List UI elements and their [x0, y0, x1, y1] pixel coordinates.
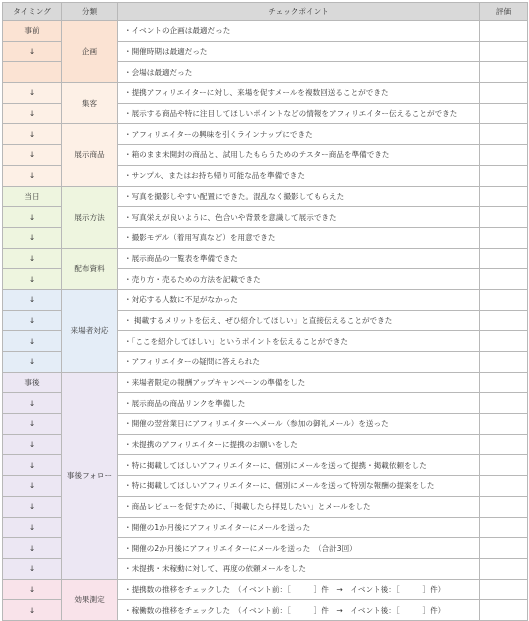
evaluation-cell[interactable] [480, 414, 528, 435]
evaluation-cell[interactable] [480, 538, 528, 559]
timing-cell: ↓ [3, 558, 62, 579]
checkpoint-cell: ・特に掲載してほしいアフィリエイターに、個別にメールを送って特別な報酬の提案をした [118, 476, 480, 497]
timing-cell: 事後 [3, 372, 62, 393]
evaluation-cell[interactable] [480, 103, 528, 124]
category-cell: 事後フォロー [62, 372, 118, 579]
checkpoint-cell: ・撮影モデル（着用写真など）を用意できた [118, 227, 480, 248]
category-cell: 展示方法 [62, 186, 118, 248]
checkpoint-cell: ・ 掲載するメリットを伝え、ぜひ紹介してほしい」と直接伝えることができた [118, 310, 480, 331]
checkpoint-cell: ・展示商品の一覧表を準備できた [118, 248, 480, 269]
checkpoint-cell: ・開催時期は最適だった [118, 41, 480, 62]
timing-cell: ↓ [3, 310, 62, 331]
checkpoint-cell: ・箱のまま未開封の商品と、試用したもらうためのテスター商品を準備できた [118, 145, 480, 166]
checkpoint-cell: ・イベントの企画は最適だった [118, 21, 480, 42]
evaluation-cell[interactable] [480, 455, 528, 476]
table-row [3, 372, 528, 393]
evaluation-cell[interactable] [480, 269, 528, 290]
category-cell: 企画 [62, 21, 118, 83]
timing-cell: ↓ [3, 165, 62, 186]
checkpoint-cell: ・対応する人数に不足がなかった [118, 289, 480, 310]
timing-cell: 当日 [3, 186, 62, 207]
group-effect-measurement [3, 579, 528, 620]
checkpoint-cell: ・アフィリエイターの興味を引くラインナップにできた [118, 124, 480, 145]
timing-cell: ↓ [3, 289, 62, 310]
timing-cell [3, 62, 62, 83]
evaluation-cell[interactable] [480, 289, 528, 310]
table-row [3, 289, 528, 310]
checkpoint-cell: ・サンプル、またはお持ち帰り可能な品を準備できた [118, 165, 480, 186]
evaluation-cell[interactable] [480, 186, 528, 207]
header-timing: タイミング [3, 3, 62, 21]
evaluation-cell[interactable] [480, 227, 528, 248]
timing-cell: ↓ [3, 393, 62, 414]
timing-cell: ↓ [3, 269, 62, 290]
checkpoint-cell: ・開催の1か月後にアフィリエイターにメールを送った [118, 517, 480, 538]
timing-cell: 事前 [3, 21, 62, 42]
timing-cell: ↓ [3, 331, 62, 352]
timing-cell: ↓ [3, 227, 62, 248]
checkpoint-cell: ・未提携のアフィリエイターに提携のお願いをした [118, 434, 480, 455]
evaluation-cell[interactable] [480, 434, 528, 455]
timing-cell: ↓ [3, 124, 62, 145]
category-cell: 来場者対応 [62, 289, 118, 372]
evaluation-cell[interactable] [480, 331, 528, 352]
timing-cell: ↓ [3, 517, 62, 538]
timing-cell: ↓ [3, 41, 62, 62]
evaluation-cell[interactable] [480, 165, 528, 186]
table-row [3, 248, 528, 269]
evaluation-cell[interactable] [480, 62, 528, 83]
category-cell: 配布資料 [62, 248, 118, 289]
checkpoint-cell: ・開催の翌営業日にアフィリエイターへメール（参加の御礼メール）を送った [118, 414, 480, 435]
category-cell: 展示商品 [62, 124, 118, 186]
evaluation-cell[interactable] [480, 476, 528, 497]
timing-cell: ↓ [3, 207, 62, 228]
header-row [3, 3, 528, 21]
checkpoint-cell: ・会場は最適だった [118, 62, 480, 83]
category-cell: 効果測定 [62, 579, 118, 620]
evaluation-cell[interactable] [480, 579, 528, 600]
table-row [3, 124, 528, 145]
evaluation-cell[interactable] [480, 517, 528, 538]
table-row [3, 186, 528, 207]
checkpoint-cell: ・開催の2か月後にアフィリエイターにメールを送った （合計3回） [118, 538, 480, 559]
checkpoint-cell: ・来場者限定の報酬アップキャンペーンの準備をした [118, 372, 480, 393]
evaluation-cell[interactable] [480, 21, 528, 42]
evaluation-cell[interactable] [480, 600, 528, 621]
timing-cell: ↓ [3, 103, 62, 124]
group-visitor-handling [3, 289, 528, 372]
evaluation-cell[interactable] [480, 310, 528, 331]
table-row [3, 21, 528, 42]
header-evaluation: 評価 [480, 3, 528, 21]
timing-cell: ↓ [3, 248, 62, 269]
checkpoint-cell: ・稼働数の推移をチェックした （イベント前：［ ］件 → イベント後：［ ］件） [118, 600, 480, 621]
checkpoint-cell: ・アフィリエイターの疑問に答えられた [118, 352, 480, 373]
checklist-table [2, 2, 528, 621]
timing-cell: ↓ [3, 434, 62, 455]
evaluation-cell[interactable] [480, 41, 528, 62]
checkpoint-cell: ・写真を撮影しやすい配置にできた。混乱なく撮影してもらえた [118, 186, 480, 207]
checkpoint-cell: ・売り方・売るための方法を記載できた [118, 269, 480, 290]
checkpoint-cell: ・提携アフィリエイターに対し、来場を促すメールを複数回送ることができた [118, 83, 480, 104]
category-cell: 集客 [62, 83, 118, 124]
checkpoint-cell: ・提携数の推移をチェックした （イベント前：［ ］件 → イベント後：［ ］件） [118, 579, 480, 600]
header-category: 分類 [62, 3, 118, 21]
timing-cell: ↓ [3, 83, 62, 104]
timing-cell: ↓ [3, 538, 62, 559]
timing-cell: ↓ [3, 145, 62, 166]
timing-cell: ↓ [3, 352, 62, 373]
evaluation-cell[interactable] [480, 372, 528, 393]
evaluation-cell[interactable] [480, 496, 528, 517]
timing-cell: ↓ [3, 496, 62, 517]
group-display [3, 186, 528, 289]
evaluation-cell[interactable] [480, 145, 528, 166]
evaluation-cell[interactable] [480, 393, 528, 414]
table-row [3, 579, 528, 600]
evaluation-cell[interactable] [480, 248, 528, 269]
checkpoint-cell: ・未提携・未稼動に対して、再度の依頼メールをした [118, 558, 480, 579]
timing-cell: ↓ [3, 414, 62, 435]
timing-cell: ↓ [3, 476, 62, 497]
checkpoint-cell: ・展示商品の商品リンクを準備した [118, 393, 480, 414]
group-promotion [3, 83, 528, 186]
timing-cell: ↓ [3, 455, 62, 476]
checkpoint-cell: ・展示する商品や特に注目してほしいポイントなどの情報をアフィリエイター伝えることができた [118, 103, 480, 124]
table-row [3, 83, 528, 104]
checkpoint-cell: ・「ここを紹介してほしい」というポイントを伝えることができた [118, 331, 480, 352]
evaluation-cell[interactable] [480, 83, 528, 104]
evaluation-cell[interactable] [480, 207, 528, 228]
checkpoint-cell: ・写真栄えが良いように、色合いや背景を意識して展示できた [118, 207, 480, 228]
timing-cell: ↓ [3, 579, 62, 600]
checkpoint-cell: ・商品レビューを促すために、「掲載したら拝見したい」とメールをした [118, 496, 480, 517]
header-checkpoint: チェックポイント [118, 3, 480, 21]
timing-cell: ↓ [3, 600, 62, 621]
evaluation-cell[interactable] [480, 352, 528, 373]
group-follow-up [3, 372, 528, 579]
evaluation-cell[interactable] [480, 558, 528, 579]
evaluation-cell[interactable] [480, 124, 528, 145]
checkpoint-cell: ・特に掲載してほしいアフィリエイターに、個別にメールを送って提携・掲載依頼をした [118, 455, 480, 476]
group-planning [3, 21, 528, 83]
